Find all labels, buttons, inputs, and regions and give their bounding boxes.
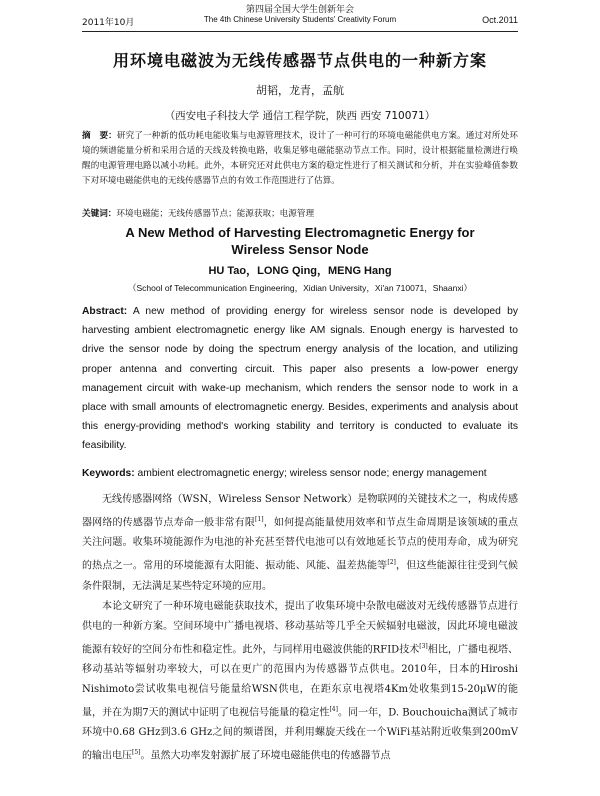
chinese-keywords [82,207,518,219]
body-paragraph-1 [82,490,518,597]
english-abstract [82,302,518,456]
citation-ref-2: [2] [387,559,396,567]
english-keywords-label: Keywords: [82,468,135,479]
body-p1-part-a: 无线传感器网络（WSN，Wireless Sensor Network）是物联网的关键技术之一，构成传感器网络的传感器节点寿命一般非常有限 [82,494,518,529]
body-paragraph-2 [82,597,518,767]
citation-ref-1: [1] [255,516,264,523]
body-p2-part-d: 。虽然大功率发射源扩展了环境电磁能供电的传感器节点 [140,750,391,762]
body-p1-part-c: ，但这些能源往往受到气候条件限制，无法满足某些特定环境的应用。 [82,560,519,592]
english-abstract-label: Abstract: [82,306,128,317]
english-keywords [82,468,518,479]
citation-ref-3: [3] [419,642,428,650]
citation-ref-5: [5] [132,749,141,757]
header-rule [82,31,518,32]
body-p2-part-c: 。同一年，D. Bouchouicha测试了城市环境中0.68 GHz到3.6 GHz之间的频谱图，并利用螺旋天线在一个WiFi基站附近收集到200mV的输出电压 [82,707,519,762]
english-abstract-text: A new method of providing energy for wireless sensor node is developed by harvesting ambient electromagnetic energy like AM signals. Enough energy is harvested to drive the sensor node by doing the spectrum energy analysis of the location, and utilizing proper antenna and converting circuit. This paper also presents a low-power energy management circuit with wake-up mechanism, which renders the sensor node to work in a place with small amounts of electromagnetic energy. Besides, experiments and analysis about this energy-providing method's working stability and territory is conducted to evaluate its feasibility. [82,306,518,452]
body-p2-part-a: 本论文研究了一种环境电磁能获取技术，提出了收集环境中杂散电磁波对无线传感器节点进行供电的一种新方案。空间环境中广播电视塔、移动基站等几乎全天候辐射电磁波，因此环境电磁波能源有较好的空间分布性和稳定性。此外，与同样用电磁波供能的RFID技术 [82,600,518,655]
chinese-affiliation: （西安电子科技大学 通信工程学院，陕西 西安 710071） [164,110,436,122]
english-affiliation: （School of Telecommunication Engineering，Xidian University，Xi'an 710071，Shaanxi） [127,283,472,293]
chinese-keywords-label: 关键词： [82,209,117,219]
chinese-title: 用环境电磁波为无线传感器节点供电的一种新方案 [112,51,487,70]
header-conference-name: 第四届全国大学生创新年会 [245,5,354,15]
english-title-line1: A New Method of Harvesting Electromagnetic Energy for [125,225,475,240]
chinese-abstract-label: 摘 要： [82,131,117,141]
citation-ref-4: [4] [329,705,338,713]
header-forum: The 4th Chinese University Students' Creativity Forum [203,15,397,24]
chinese-abstract [82,129,518,189]
chinese-keywords-text: 环境电磁能；无线传感器节点；能源获取；电源管理 [116,209,315,219]
english-title-line2: Wireless Sensor Node [231,242,369,257]
body-text [82,490,518,767]
english-keywords-text: ambient electromagnetic energy; wireless sensor node; energy management [137,468,487,479]
english-title [0,224,600,258]
chinese-abstract-text: 研究了一种新的低功耗电能收集与电源管理技术，设计了一种可行的环境电磁能供电方案。通过对所处环境的频谱能量分析和采用合适的天线及转换电路，收集足够电磁能驱动节点工作。同时，设计根据能量检测进行唤醒的电源管理电路以减小功耗。此外，本研究还对此供电方案的稳定性进行了相关测试和分析，并在实验峰值参数下对环境电磁能供电的无线传感器节点的有效工作范围进行了估算。 [82,131,518,186]
chinese-authors: 胡韬，龙青，孟航 [256,84,344,97]
body-p1-part-b: ，如何提高能量使用效率和节点生命周期是该领域的重点关注问题。收集环境能源作为电池的补充甚至替代电池可以有效地延长节点的使用寿命，成为研究的热点之一。常用的环境能源有太阳能、振动能、风能、温差热能等 [82,517,519,572]
header-date-en: Oct.2011 [482,15,518,25]
header-date-cn: 2011年10月 [82,18,135,28]
english-authors: HU Tao，LONG Qing，MENG Hang [208,265,392,277]
body-p2-part-b: 相比，广播电视塔、移动基站等辐射功率较大，可以在更广的范围内为传感器节点供电。2010年，日本的Hiroshi Nishimoto尝试收集电视信号能量给WSN供电，在距东京电视塔4Km处收集到15-20μW的能量，并在为期7天的测试中证明了电视信号能量的稳定性 [82,643,518,719]
